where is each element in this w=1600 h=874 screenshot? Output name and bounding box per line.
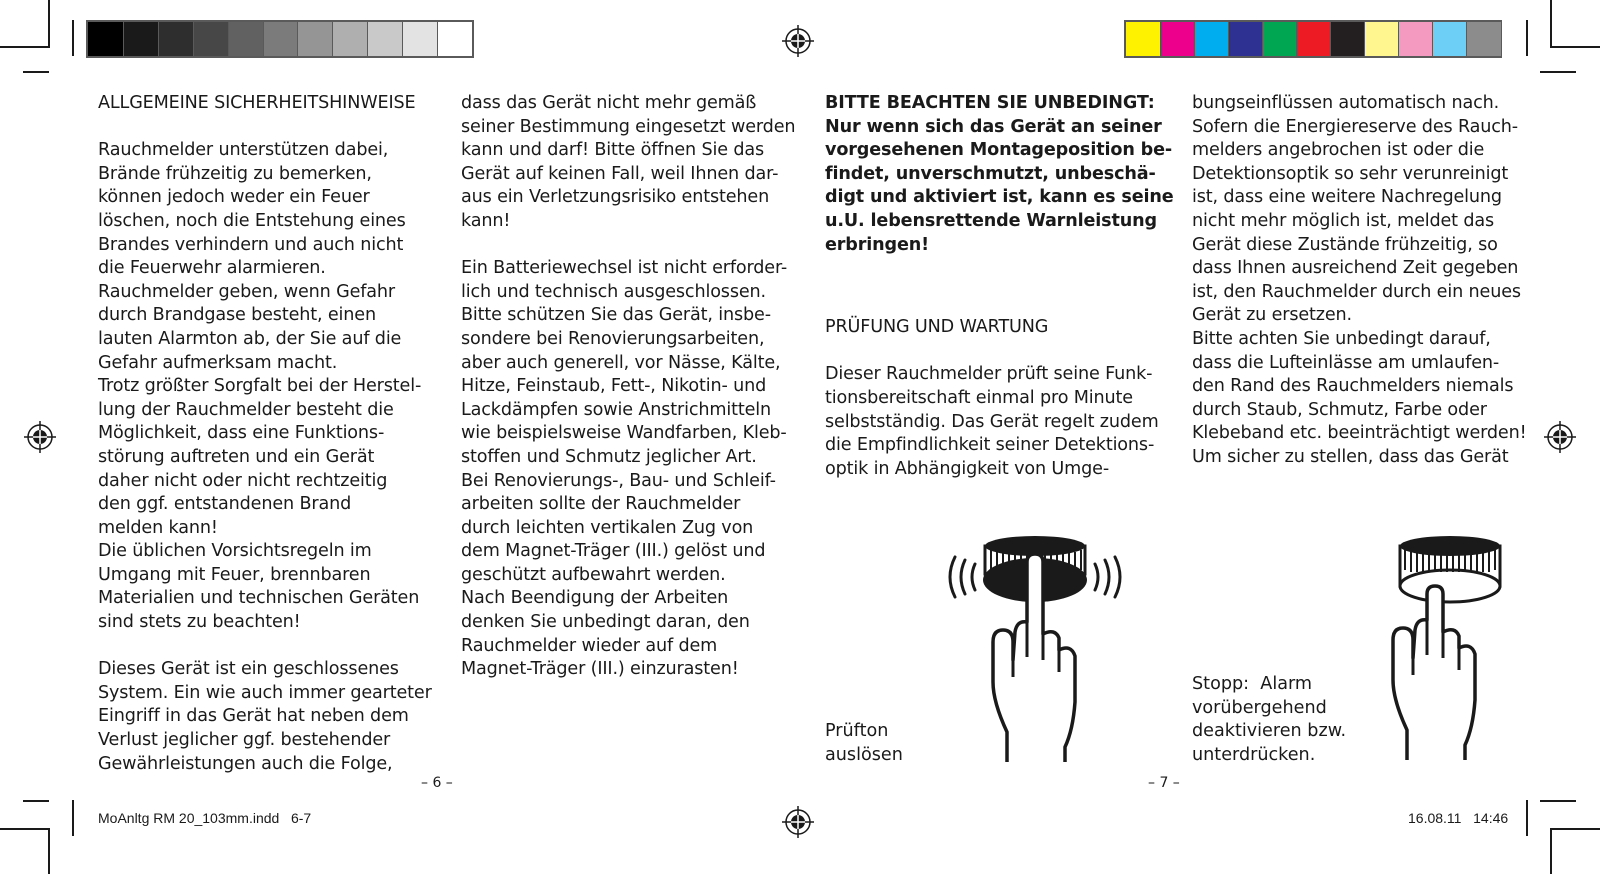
crop-mark [0, 46, 48, 48]
text-line: tionsbereitschaft einmal pro Minute [825, 387, 1133, 408]
pruefung-body [825, 363, 1174, 481]
paragraph-gap [461, 234, 795, 258]
text-line: Gefahr aufmerksam macht. [98, 352, 338, 373]
caption-line: Prüfton [825, 721, 889, 741]
text-line: findet, unverschmutzt, unbeschä- [825, 163, 1156, 184]
text-line: dass das Gerät nicht mehr gemäß [461, 93, 757, 113]
color-swatch [263, 22, 298, 56]
text-line: daher nicht oder nicht rechtzeitig [98, 470, 388, 491]
text-line: Materialien und technischen Geräten [98, 588, 420, 609]
text-line: Klebeband etc. beeinträchtigt werden! [1192, 423, 1527, 444]
text-line: durch Brandgase besteht, einen [98, 305, 376, 326]
crop-mark [1552, 46, 1600, 48]
crop-mark [48, 0, 50, 48]
color-swatch [367, 22, 402, 56]
text-line: stoffen und Schmutz jeglicher Art. [461, 446, 757, 467]
crop-mark [23, 71, 49, 73]
important-notice [825, 92, 1174, 257]
text-line: bungseinflüssen automatisch nach. [1192, 93, 1500, 113]
text-line: kann! [461, 210, 511, 231]
text-line: dass die Lufteinlässe am umlaufen- [1192, 352, 1500, 373]
text-line: durch Staub, Schmutz, Farbe oder [1192, 399, 1487, 420]
text-line: kann und darf! Bitte öffnen Sie das [461, 140, 765, 161]
text-line: dem Magnet-Träger (III.) gelöst und [461, 541, 766, 562]
color-swatch [1330, 22, 1365, 56]
text-line: melders angebrochen ist oder die [1192, 140, 1485, 161]
caption-line: vorübergehend [1192, 697, 1327, 718]
registration-mark-icon [1544, 421, 1576, 453]
text-column-4 [1192, 92, 1527, 470]
color-swatch [297, 22, 332, 56]
color-swatch [1194, 22, 1229, 56]
crop-mark [23, 800, 49, 802]
text-line: Möglichkeit, dass eine Funktions- [98, 423, 385, 444]
color-swatch [332, 22, 367, 56]
text-line: Trotz größter Sorgfalt bei der Herstel- [98, 376, 422, 397]
registration-mark-icon [782, 806, 814, 838]
crop-mark [1526, 800, 1528, 836]
color-swatch [158, 22, 193, 56]
section-heading-pruefung: PRÜFUNG UND WARTUNG [825, 317, 1049, 338]
text-line: Eingriff in das Gerät hat neben dem [98, 706, 409, 727]
text-line: Magnet-Träger (III.) einzurasten! [461, 659, 739, 680]
text-line: durch leichten vertikalen Zug von [461, 517, 754, 538]
color-swatch [228, 22, 263, 56]
text-line: Um sicher zu stellen, dass das Gerät [1192, 446, 1509, 467]
text-line: u.U. lebensrettende Warnleistung [825, 210, 1157, 231]
text-line: Umgang mit Feuer, brennbaren [98, 564, 371, 585]
page-number-left: – 6 – [421, 775, 453, 791]
crop-mark [1550, 828, 1552, 874]
text-line: Sofern die Energiereserve des Rauch- [1192, 116, 1519, 137]
caption-test-tone [825, 720, 903, 767]
paragraph-gap [98, 635, 432, 659]
crop-mark [1540, 71, 1576, 73]
crop-mark [1550, 0, 1552, 48]
text-line: Gerät auf keinen Fall, weil Ihnen dar- [461, 163, 779, 184]
text-line: löschen, noch die Entstehung eines [98, 210, 406, 231]
color-swatch [1126, 22, 1161, 56]
slug-date: 16.08.11 14:46 [1408, 810, 1509, 826]
text-line: Brandes verhindern und auch nicht [98, 234, 404, 255]
text-line: können jedoch weder ein Feuer [98, 187, 370, 208]
crop-mark [1552, 828, 1600, 830]
color-swatch [1262, 22, 1297, 56]
text-line: BITTE BEACHTEN SIE UNBEDINGT: [825, 93, 1155, 113]
text-line: Rauchmelder geben, wenn Gefahr [98, 281, 396, 302]
text-line: erbringen! [825, 234, 930, 255]
text-line: Dieser Rauchmelder prüft seine Funk- [825, 364, 1153, 385]
slug-filename: MoAnltg RM 20_103mm.indd 6-7 [98, 810, 312, 826]
text-line: digt und aktiviert ist, kann es seine [825, 187, 1174, 208]
text-line: Brände frühzeitig zu bemerken, [98, 163, 372, 184]
text-line: lauten Alarmton ab, der Sie auf die [98, 328, 402, 349]
registration-mark-icon [782, 25, 814, 57]
color-bar [1124, 20, 1502, 58]
text-line: Ein Batteriewechsel ist nicht erforder- [461, 258, 788, 279]
text-line: Gerät diese Zustände frühzeitig, so [1192, 234, 1498, 255]
crop-mark [0, 828, 48, 830]
crop-mark [1540, 800, 1576, 802]
text-line: Lackdämpfen sowie Anstrichmitteln [461, 399, 772, 420]
color-swatch [88, 22, 123, 56]
text-line: Nach Beendigung der Arbeiten [461, 588, 729, 609]
color-swatch [1398, 22, 1433, 56]
smoke-detector-test-illustration [935, 532, 1135, 762]
paragraph-gap [98, 116, 432, 140]
crop-mark [72, 20, 74, 56]
crop-mark [1526, 20, 1528, 56]
text-line: geschützt aufbewahrt werden. [461, 564, 726, 585]
text-column-3 [825, 92, 1174, 481]
smoke-detector-stop-illustration [1385, 530, 1515, 760]
text-line: melden kann! [98, 517, 218, 538]
text-line: Verlust jeglicher ggf. bestehender [98, 730, 391, 751]
color-swatch [1160, 22, 1195, 56]
text-line: System. Ein wie auch immer gearteter [98, 682, 432, 703]
text-line: Gerät zu ersetzen. [1192, 305, 1352, 326]
text-line: die Feuerwehr alarmieren. [98, 258, 326, 279]
text-line: aus ein Verletzungsrisiko entstehen [461, 187, 770, 208]
color-swatch [193, 22, 228, 56]
text-line: vorgesehenen Montageposition be- [825, 140, 1173, 161]
text-line: dass Ihnen ausreichend Zeit gegeben [1192, 258, 1519, 279]
text-line: seiner Bestimmung eingesetzt werden [461, 116, 796, 137]
text-line: ist, den Rauchmelder durch ein neues [1192, 281, 1521, 302]
text-line: selbstständig. Das Gerät regelt zudem [825, 411, 1159, 432]
text-line: sondere bei Renovierungsarbeiten, [461, 328, 765, 349]
text-line: störung auftreten und ein Gerät [98, 446, 375, 467]
grayscale-bar [86, 20, 474, 58]
caption-line: Stopp: Alarm [1192, 674, 1313, 694]
text-line: Rauchmelder wieder auf dem [461, 635, 718, 656]
text-line: ALLGEMEINE SICHERHEITSHINWEISE [98, 93, 416, 113]
text-line: arbeiten sollte der Rauchmelder [461, 494, 741, 515]
text-line: aber auch generell, vor Nässe, Kälte, [461, 352, 781, 373]
crop-mark [72, 800, 74, 836]
text-line: Bei Renovierungs-, Bau- und Schleif- [461, 470, 776, 491]
text-line: die Empfindlichkeit seiner Detektions- [825, 435, 1155, 456]
text-line: Dieses Gerät ist ein geschlossenes [98, 659, 399, 680]
text-line: Bitte schützen Sie das Gerät, insbe- [461, 305, 771, 326]
text-line: lung der Rauchmelder besteht die [98, 399, 394, 420]
color-swatch [402, 22, 437, 56]
caption-line: auslösen [825, 744, 903, 765]
text-line: den ggf. entstandenen Brand [98, 494, 352, 515]
color-swatch [123, 22, 158, 56]
caption-stop-alarm [1192, 673, 1346, 767]
text-line: Rauchmelder unterstützen dabei, [98, 140, 389, 161]
text-line: Detektionsoptik so sehr verunreinigt [1192, 163, 1509, 184]
text-line: Bitte achten Sie unbedingt darauf, [1192, 328, 1491, 349]
crop-mark [48, 828, 50, 874]
text-line: den Rand des Rauchmelders niemals [1192, 376, 1514, 397]
color-swatch [1466, 22, 1501, 56]
text-line: sind stets zu beachten! [98, 612, 301, 633]
text-line: denken Sie unbedingt daran, den [461, 612, 750, 633]
caption-line: unterdrücken. [1192, 744, 1316, 765]
text-line: nicht mehr möglich ist, meldet das [1192, 210, 1495, 231]
text-column-2 [461, 92, 795, 682]
text-line: Hitze, Feinstaub, Fett-, Nikotin- und [461, 376, 767, 397]
color-swatch [1364, 22, 1399, 56]
text-line: Nur wenn sich das Gerät an seiner [825, 116, 1162, 137]
color-swatch [1432, 22, 1467, 56]
color-swatch [437, 22, 472, 56]
text-line: wie beispielsweise Wandfarben, Kleb- [461, 423, 787, 444]
text-line: Gewährleistungen auch die Folge, [98, 753, 393, 774]
color-swatch [1228, 22, 1263, 56]
color-swatch [1296, 22, 1331, 56]
text-line: Die üblichen Vorsichtsregeln im [98, 541, 372, 562]
text-line: ist, dass eine weitere Nachregelung [1192, 187, 1502, 208]
text-line: optik in Abhängigkeit von Umge- [825, 458, 1110, 479]
page-number-right: – 7 – [1148, 775, 1180, 791]
text-column-1 [98, 92, 432, 776]
registration-mark-icon [24, 421, 56, 453]
caption-line: deaktivieren bzw. [1192, 721, 1347, 742]
text-line: lich und technisch ausgeschlossen. [461, 281, 766, 302]
